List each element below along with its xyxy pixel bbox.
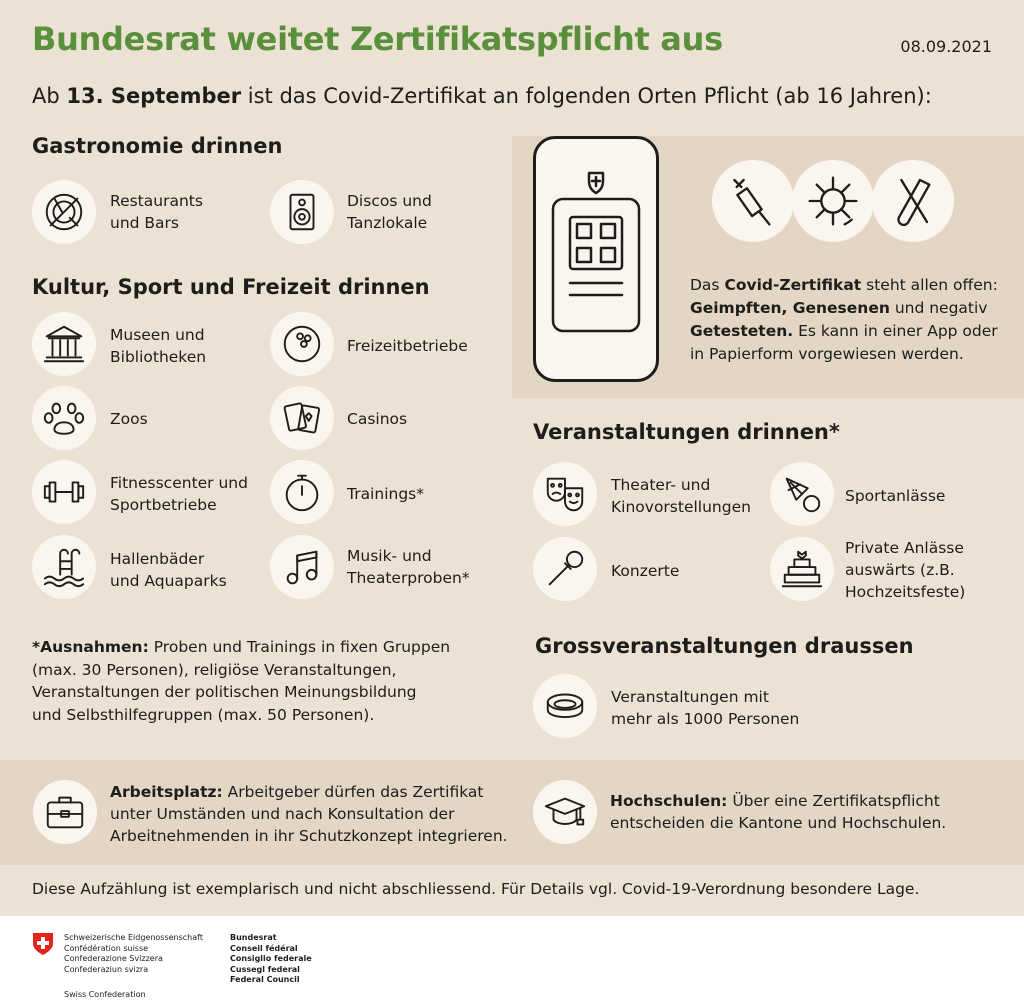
playing-cards-icon [270,386,334,450]
wedding-cake-icon [770,537,834,601]
publication-date: 08.09.2021 [900,37,992,56]
item-casinos: Casinos [347,410,408,428]
arbeitsplatz-text: Arbeitsplatz: Arbeitgeber dürfen das Zertifikat unter Umständen und nach Konsultation der Arbeitnehmenden in ihr Schutzkonzept integrieren. [110,783,508,845]
item-museen: Museen und Bibliotheken [110,326,207,366]
stadium-icon [533,674,597,738]
graduation-cap-icon [533,780,597,844]
heading-veranstaltungen: Veranstaltungen drinnen* [533,420,840,444]
test-tube-icon [872,160,954,242]
item-musikproben: Musik- und Theaterproben* [347,547,470,587]
item-trainings: Trainings* [347,485,424,503]
page-title: Bundesrat weitet Zertifikatspflicht aus [32,20,723,58]
dumbbell-icon [32,460,96,524]
item-fitness: Fitnesscenter und Sportbetriebe [110,474,248,514]
certificate-info: Das Covid-Zertifikat steht allen offen: Geimpften, Genesenen und negativ Getesteten. Es kann in einer App oder in Papierform vorgewiesen werden. [690,276,998,363]
swiss-shield-icon [32,932,54,956]
theater-masks-icon [533,462,597,526]
confederation-names: Schweizerische Eidgenossenschaft Confédération suisse Confederazione Svizzera Confederaziun svizra [64,933,203,974]
hochschulen-text: Hochschulen: Über eine Zertifikatspflicht entscheiden die Kantone und Hochschulen. [610,792,947,832]
item-freizeit: Freizeitbetriebe [347,337,468,355]
shuttlecock-icon [770,462,834,526]
microphone-icon [533,537,597,601]
item-gross: Veranstaltungen mit mehr als 1000 Personen [611,688,800,728]
bowling-ball-icon [270,312,334,376]
museum-icon [32,312,96,376]
exceptions-note: *Ausnahmen: Proben und Trainings in fixen Gruppen (max. 30 Personen), religiöse Veranstaltungen, Veranstaltungen der politischen Meinungsbildung und Selbsthilfegruppen (max. 50 Personen). [32,638,451,724]
item-theater: Theater- und Kinovorstellungen [611,476,751,516]
item-discos: Discos und Tanzlokale [347,192,432,232]
intro-line: Ab 13. September ist das Covid-Zertifikat an folgenden Orten Pflicht (ab 16 Jahren): [32,84,932,108]
federal-council-names: Bundesrat Conseil fédéral Consiglio federale Cussegl federal Federal Council [230,933,312,984]
speaker-icon [270,180,334,244]
syringe-icon [712,160,794,242]
item-private: Private Anlässe auswärts (z.B. Hochzeitsfeste) [845,539,966,601]
stopwatch-icon [270,460,334,524]
item-sport: Sportanlässe [845,487,946,505]
swiss-confederation: Swiss Confederation [64,990,146,999]
item-konzerte: Konzerte [611,562,680,580]
phone-icon [533,136,659,382]
virus-icon [792,160,874,242]
fork-knife-plate-icon [32,180,96,244]
footer-disclaimer: Diese Aufzählung ist exemplarisch und nicht abschliessend. Für Details vgl. Covid-19-Verordnung besondere Lage. [32,880,920,898]
pool-icon [32,535,96,599]
heading-gastronomie: Gastronomie drinnen [32,134,283,158]
paw-icon [32,386,96,450]
item-restaurants: Restaurants und Bars [110,192,203,232]
briefcase-icon [33,780,97,844]
music-note-icon [270,535,334,599]
item-hallenbaeder: Hallenbäder und Aquaparks [110,550,227,590]
heading-gross: Grossveranstaltungen draussen [535,634,914,658]
heading-kultur: Kultur, Sport und Freizeit drinnen [32,275,430,299]
item-zoos: Zoos [110,410,148,428]
